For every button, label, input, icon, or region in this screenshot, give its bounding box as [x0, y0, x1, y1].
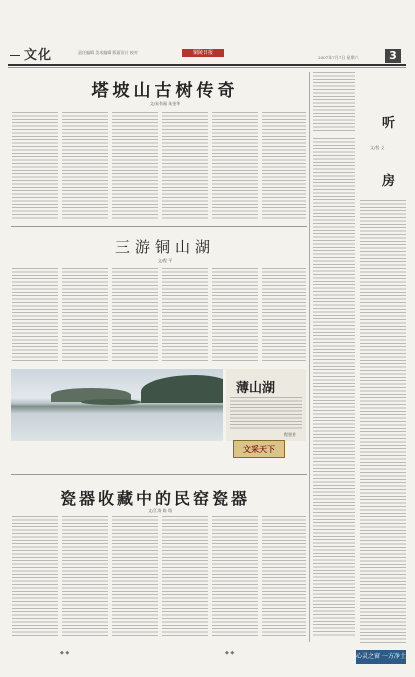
article3-column-3	[112, 516, 158, 636]
poem-text	[230, 397, 302, 431]
article1-column-1	[12, 112, 58, 220]
header-rule	[8, 64, 406, 66]
article2-column-5	[212, 268, 258, 362]
article2-title: 三游铜山湖	[114, 238, 215, 256]
sidebar-divider	[309, 72, 310, 642]
article1-divider	[11, 226, 307, 227]
photo-hill-right	[141, 375, 223, 403]
article2-column-6	[262, 268, 306, 362]
article1-byline: 文/朱有福 朱金华	[149, 101, 181, 106]
article1-column-4	[162, 112, 208, 220]
article3-byline: 文/江涛 陈 翔	[148, 508, 172, 513]
edition-info: 责任编辑 美术编辑 版面设计 校对	[78, 50, 138, 55]
article2-column-3	[112, 268, 158, 362]
article2-column-4	[162, 268, 208, 362]
article1-column-6	[262, 112, 306, 220]
sidebar-intro-text	[313, 72, 355, 132]
article2-column-1	[12, 268, 58, 362]
article3-column-6	[262, 516, 306, 636]
sidebar-title-b: 房	[382, 174, 396, 189]
poem-author: 程坚芳	[284, 432, 296, 437]
section-label: 文化	[24, 48, 53, 63]
section-title	[10, 44, 52, 63]
newspaper-logo: 铜陵日报	[182, 49, 224, 57]
poem-title: 薄山湖	[236, 381, 276, 396]
photo-island	[81, 399, 141, 405]
article1-column-3	[112, 112, 158, 220]
sidebar-column-1	[313, 138, 355, 638]
article3-column-5	[212, 516, 258, 636]
header-rule-thin	[8, 67, 406, 68]
sidebar-title-a: 听	[382, 116, 396, 131]
article3-column-2	[62, 516, 108, 636]
footer-ornament-right: ◆ ◆	[225, 650, 235, 656]
article2-column-2	[62, 268, 108, 362]
column-badge: 文采天下	[233, 440, 285, 458]
article1-title: 塔坡山古树传奇	[91, 81, 239, 101]
page-number: 3	[385, 49, 401, 63]
article3-column-1	[12, 516, 58, 636]
article3-title: 瓷器收藏中的民窑瓷器	[59, 489, 250, 508]
article1-column-5	[212, 112, 258, 220]
article3-divider	[11, 474, 307, 475]
footer-ornament-left: ◆ ◆	[60, 650, 70, 656]
article1-column-2	[62, 112, 108, 220]
footer-logo: 心灵之窗 一方净土	[356, 650, 406, 664]
sidebar-column-2	[360, 200, 406, 644]
sidebar-byline: 文/程 义	[370, 145, 385, 150]
article3-column-4	[162, 516, 208, 636]
date-info: 2007年7月7日 星期六	[318, 55, 359, 60]
article2-byline: 文/程 平	[157, 258, 173, 263]
lake-photo	[11, 369, 223, 441]
